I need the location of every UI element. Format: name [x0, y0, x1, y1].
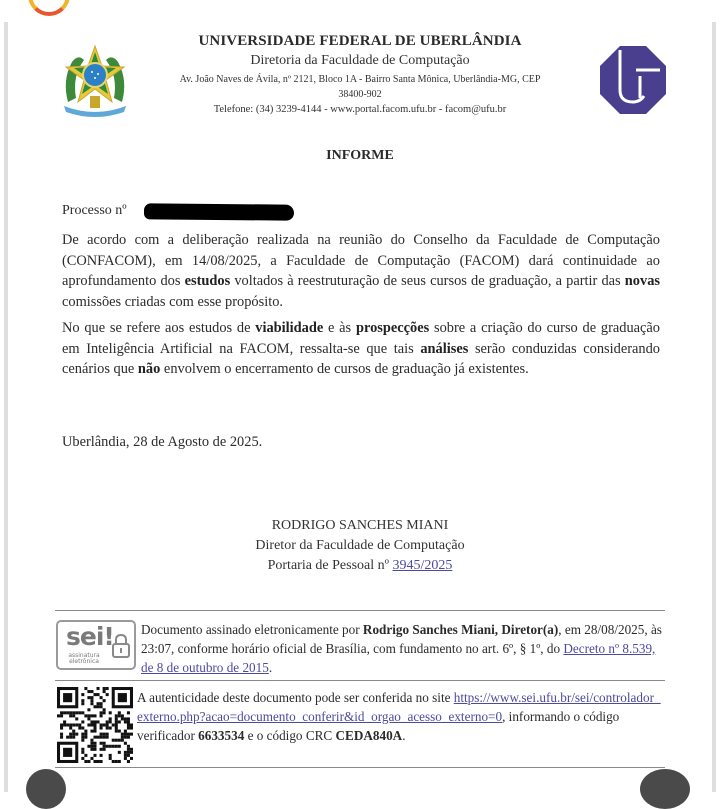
next-button[interactable] — [640, 769, 690, 809]
divider — [55, 680, 665, 681]
ordinance-link[interactable]: 3945/2025 — [392, 558, 453, 573]
emphasis: análises — [420, 340, 469, 357]
crc-code: CEDA840A — [335, 728, 403, 743]
emphasis: viabilidade — [255, 320, 324, 336]
sei-subtitle — [64, 653, 104, 665]
address-line-1: Av. João Naves de Ávila, nº 2121, Bloco 1A - Bairro Santa Mônica, Uberlândia-MG, CEP — [179, 74, 541, 85]
seal-sub-2: eletrônica — [69, 658, 99, 665]
paragraph-2 — [62, 318, 660, 380]
sei-signature-seal — [56, 620, 136, 670]
signer-role: Diretor da Faculdade de Computação — [255, 538, 465, 553]
document-title: INFORME — [326, 148, 394, 163]
paragraph-1 — [62, 230, 660, 312]
text: . — [402, 728, 406, 743]
qr-code-icon[interactable] — [57, 687, 133, 763]
emphasis: novas — [624, 273, 660, 289]
address — [140, 72, 580, 102]
signer-bold: Rodrigo Sanches Miani, Diretor(a) — [362, 622, 559, 637]
text: comissões criadas com esse propósito. — [62, 293, 284, 310]
ordinance — [0, 556, 720, 576]
ufu-logo-icon — [600, 46, 666, 114]
text: serão conduzidas considerando cenários que — [62, 340, 660, 377]
signature-block — [0, 516, 720, 576]
text: , em 28/08/2025, às 23:07, conforme horário oficial de Brasília, com fundamento no art. 6º, § 1º, do — [141, 622, 662, 656]
text: sobre a criação do curso de graduação em Inteligência Artificial na FACOM, ressalta-se que tais — [62, 320, 660, 357]
electronic-signature-text — [141, 620, 665, 677]
app-logo-icon — [28, 0, 70, 16]
divider — [55, 767, 665, 768]
signer-name: RODRIGO SANCHES MIANI — [271, 518, 449, 533]
brazil-coat-of-arms-icon — [58, 40, 132, 120]
text: Documento assinado eletronicamente por — [141, 622, 363, 637]
place-date: Uberlândia, 28 de Agosto de 2025. — [62, 434, 263, 450]
redacted-process-number — [144, 203, 294, 220]
text: voltados à reestruturação de seus cursos de graduação, a partir das — [230, 273, 625, 289]
sei-logo-text: sei! — [66, 622, 114, 651]
process-label: Processo nº — [62, 203, 127, 218]
verification-url-link[interactable]: https://www.sei.ufu.br/sei/controlador_externo.php?acao=documento_conferir&id_orgao_acesso_externo=0 — [137, 690, 661, 724]
address-line-2: 38400-902 — [338, 89, 382, 100]
seal-sub-1: assinatura — [68, 652, 100, 659]
previous-button[interactable] — [26, 769, 66, 809]
text: De acordo com a deliberação realizada na reunião do Conselho da Faculdade de Computação (CONFACOM), em 14/08/2025, a Faculdade de Computação (FACOM) dará continuidade ao aprofundamento dos — [62, 232, 660, 289]
emphasis: estudos — [184, 273, 231, 289]
emphasis: prospecções — [355, 320, 430, 336]
text: e o código CRC — [244, 728, 336, 743]
directorate-name: Diretoria da Faculdade de Computação — [250, 53, 470, 68]
lock-icon — [112, 634, 130, 658]
letterhead — [140, 33, 580, 115]
university-name: UNIVERSIDADE FEDERAL DE UBERLÂNDIA — [198, 33, 522, 49]
authenticity-text — [137, 688, 665, 745]
divider — [55, 610, 665, 611]
ordinance-label: Portaria de Pessoal nº — [267, 558, 393, 573]
text: , informando o código verificador — [137, 709, 620, 743]
emphasis: não — [137, 361, 161, 377]
text: e às — [323, 320, 356, 336]
text: envolvem o encerramento de cursos de graduação já existentes. — [160, 361, 529, 377]
text: A autenticidade deste documento pode ser conferida no site — [137, 690, 454, 705]
decree-link[interactable]: Decreto nº 8.539, de 8 de outubro de 2015 — [141, 641, 656, 675]
text: No que se refere aos estudos de — [62, 320, 256, 336]
text: . — [268, 660, 273, 675]
verifier-code: 6633534 — [198, 728, 245, 743]
contact-info: Telefone: (34) 3239-4144 - www.portal.facom.ufu.br - facom@ufu.br — [213, 104, 507, 115]
